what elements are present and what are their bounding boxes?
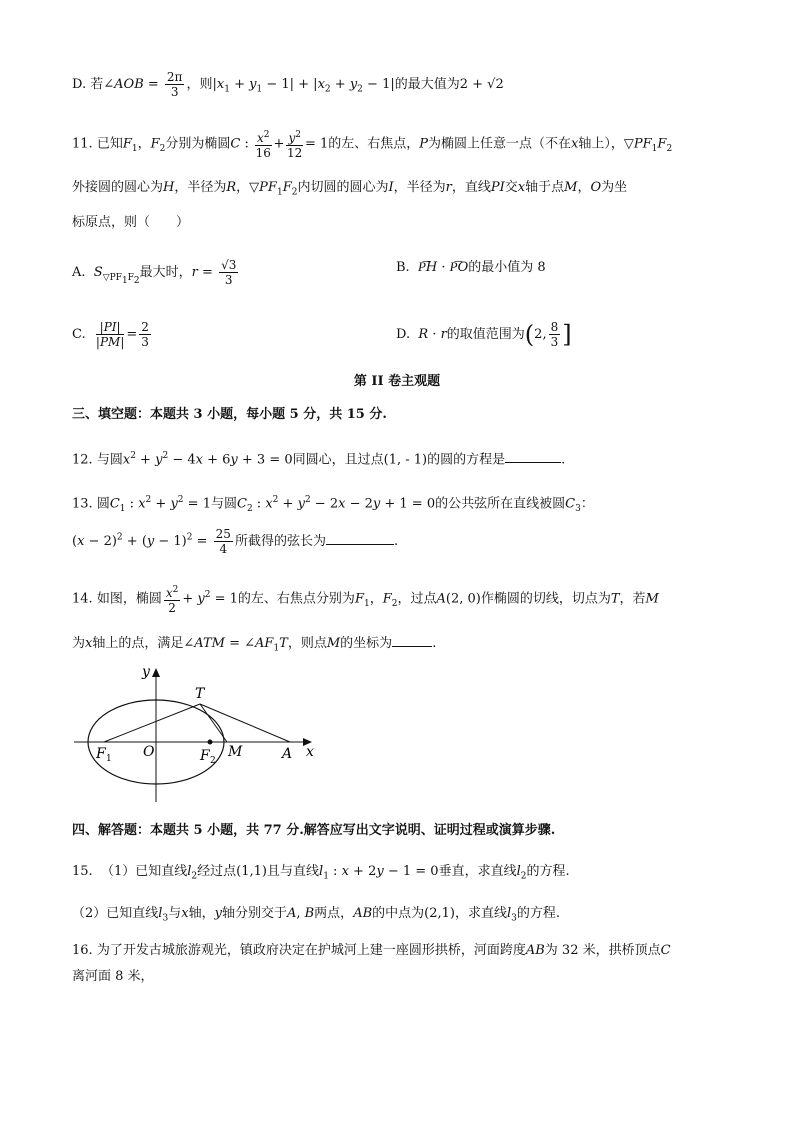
q12: 12. 与圆$x^2 + y^2 - 4x + 6y + 3 = 0$同圆心，且过点(1, - 1)的圆的方程是 .: [72, 451, 566, 468]
label-a: A: [282, 746, 293, 762]
q15-part1: 15. （1）已知直线$l_2$经过点(1,1)且与直线$l_1$ : x + 2y − 1 = 0垂直，求直线$l_2$的方程.: [72, 864, 570, 882]
focus-f2-dot: [208, 740, 213, 745]
answer-blank[interactable]: [505, 450, 561, 463]
label-f2: F: [200, 748, 210, 764]
q16-line2: 离河面 8 米，: [72, 969, 154, 984]
line-f1-t: [104, 704, 200, 742]
q15-part2: （2）已知直线$l_3$与x轴，y轴分别交于A, B两点，AB的中点为(2,1)，求直线$l_3$的方程.: [72, 906, 561, 924]
question-number: 11.: [72, 136, 93, 152]
label-f2-sub: 2: [210, 756, 216, 766]
q13-line1: 13. 圆$C_1$ : $x^2 + y^2 = 1$与圆$C_2$ : $x^2 + y^2 - 2x - 2y + 1 = 0$的公共弦所在直线被圆$C_3$：: [72, 495, 594, 514]
q11-line2: 外接圆的圆心为H，半径为R，$▽PF_1F_2$内切圆的圆心为I，半径为r，直线PI交x轴于点M，O为坐: [72, 180, 628, 198]
answer-blank[interactable]: [326, 532, 394, 545]
label-o: O: [143, 744, 155, 760]
ellipse-figure: [70, 662, 330, 807]
q11-option-b: B. P͞H · P͞O的最小值为 8: [396, 260, 546, 275]
q11-option-c: C. $\frac{|PI|}{|PM|}$ = $\frac{2}{3}$: [72, 320, 149, 349]
fraction: $\frac{2\pi}{3}$: [166, 70, 183, 99]
section-2-title: 第 II 卷主观题: [353, 374, 441, 389]
label-f1: F: [96, 746, 106, 762]
label-m: M: [228, 744, 243, 760]
label-f1-sub: 1: [106, 754, 112, 764]
q11-line3: 标原点，则（ ）: [72, 215, 190, 230]
q11-option-a: A. $S_{▽PF_1F_2}$最大时，r = $\frac{√3}{3}$: [72, 258, 237, 287]
answer-blank[interactable]: [392, 634, 432, 647]
label-t: T: [195, 686, 205, 702]
q13-line2: $(x - 2)^2 + (y - 1)^2$ = $\frac{25}{4}$ 所截得的弦长为 .: [72, 527, 399, 556]
q10-option-d: D. 若∠AOB = $\frac{2\pi}{3}$ ，则$|x_1 + y_1 - 1| + |x_2 + y_2 - 1|$的最大值为2 + √2: [72, 70, 504, 99]
q16-line1: 16. 为了开发古城旅游观光，镇政府决定在护城河上建一座圆形拱桥，河面跨度AB为 32 米，拱桥顶点C: [72, 943, 671, 958]
label-x: x: [306, 744, 314, 760]
q14-line1: 14. 如图，椭圆 $\frac{x^2}{2}$ + $y^2 = 1$的左、右焦点分别为$F_1$，$F_2$，过点A(2, 0)作椭圆的切线，切点为T，若M: [72, 585, 659, 615]
option-label: D.: [72, 77, 87, 92]
section-3-title: 三、填空题：本题共 3 小题，每小题 5 分，共 15 分.: [72, 407, 387, 422]
q11-option-d: D. R · r的取值范围为(2, $\frac{8}{3}$ ]: [396, 320, 572, 349]
y-axis-arrow: [152, 668, 160, 677]
q11-line1: 11. 已知$F_1$，$F_2$分别为椭圆C : $\frac{x^2}{16}$ + $\frac{y^2}{12}$ = 1的左、右焦点，P为椭圆上任意一点（不在x轴上），$▽PF_1F_2$: [72, 130, 673, 160]
section-4-title: 四、解答题：本题共 5 小题，共 77 分.解答应写出文字说明、证明过程或演算步骤.: [72, 823, 556, 838]
q14-line2: 为x轴上的点，满足∠ATM = $\angle AF_1T$，则点M的坐标为 .: [72, 636, 437, 654]
answer-value: 2 + √2: [459, 77, 504, 92]
label-y: y: [142, 664, 150, 680]
